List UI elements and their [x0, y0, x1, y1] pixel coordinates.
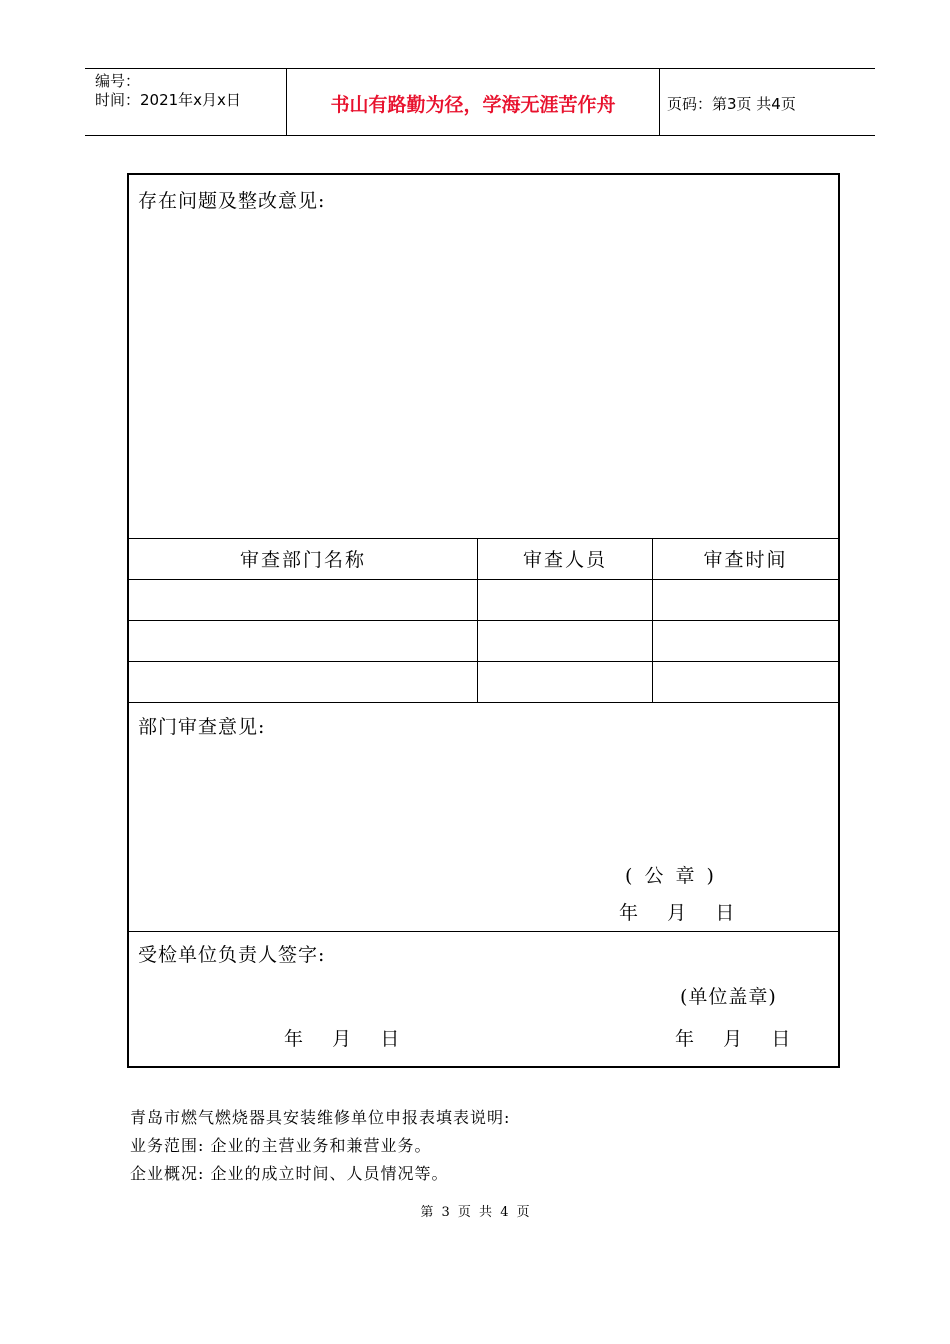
dept-opinion-label: 部门审查意见: [138, 716, 266, 738]
header-bottom-border [85, 135, 875, 136]
table-cell[interactable] [478, 662, 651, 702]
table-cell[interactable] [478, 621, 651, 661]
sign-date-left: 年 月 日 [284, 1028, 401, 1050]
table-top-border [129, 538, 838, 539]
table-row [129, 580, 838, 620]
table-cell[interactable] [653, 662, 838, 702]
dept-date-label: 年 月 日 [619, 902, 736, 924]
notes-title: 青岛市燃气燃烧器具安装维修单位申报表填表说明: [130, 1108, 511, 1127]
table-cell[interactable] [478, 580, 651, 620]
table-cell[interactable] [129, 580, 476, 620]
table-cell[interactable] [653, 580, 838, 620]
issues-input-area[interactable] [129, 215, 838, 537]
col-header-dept-name: 审查部门名称 [239, 549, 366, 571]
header-page-info: 页码：第3页 共4页 [667, 95, 796, 113]
official-seal-label: ( 公 章 ) [625, 865, 715, 887]
col-header-reviewer: 审查人员 [522, 549, 607, 571]
table-cell[interactable] [129, 621, 476, 661]
header-motto: 书山有路勤为径，学海无涯苦作舟 [330, 94, 616, 116]
header-divider-right [659, 68, 660, 136]
inspection-form [127, 173, 840, 1068]
table-cell[interactable] [129, 662, 476, 702]
table-bottom-border [129, 702, 838, 703]
table-row [129, 621, 838, 661]
header-top-border [85, 68, 875, 69]
unit-seal-label: (单位盖章) [680, 986, 777, 1008]
page-footer: 第 3 页 共 4 页 [420, 1205, 530, 1220]
header-number-label: 编号： [95, 72, 141, 90]
signature-section-border [129, 931, 838, 932]
issues-label: 存在问题及整改意见: [138, 190, 326, 212]
notes-line-business-scope: 业务范围: 企业的主营业务和兼营业务。 [130, 1136, 432, 1155]
col-header-review-time: 审查时间 [703, 549, 788, 571]
table-row [129, 662, 838, 702]
sign-date-right: 年 月 日 [675, 1028, 792, 1050]
table-cell[interactable] [653, 621, 838, 661]
header-time-label: 时间：2021年x月x日 [95, 91, 241, 109]
signature-label: 受检单位负责人签字: [138, 944, 326, 966]
dept-opinion-input-area[interactable] [129, 741, 838, 861]
notes-line-company-overview: 企业概况: 企业的成立时间、人员情况等。 [130, 1164, 449, 1183]
